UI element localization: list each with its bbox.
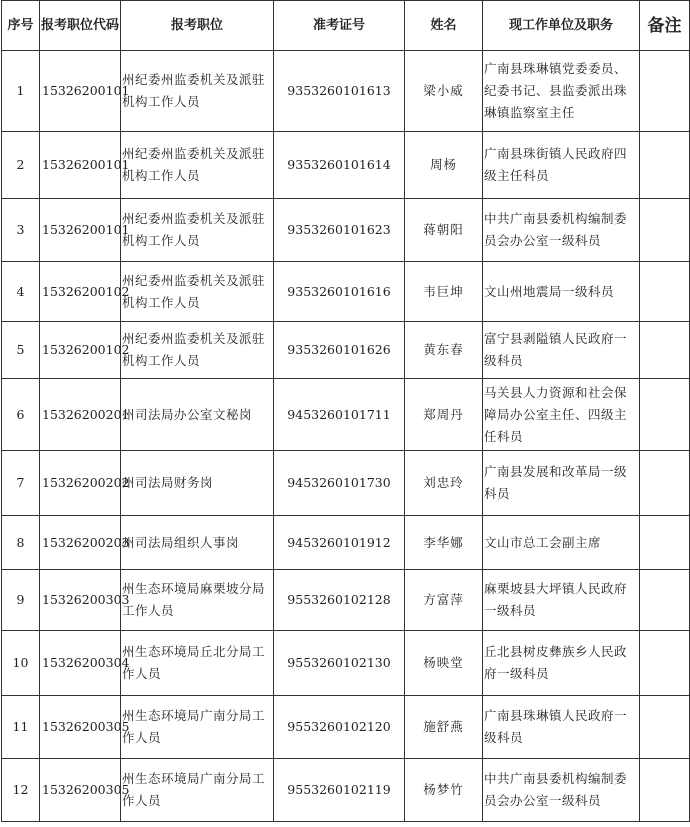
table-row bbox=[2, 759, 690, 822]
cell-remark bbox=[640, 322, 690, 379]
cell-code: 15326200303 bbox=[40, 570, 121, 631]
cell-unit: 马关县人力资源和社会保障局办公室主任、四级主任科员 bbox=[483, 379, 640, 451]
cell-ticket: 9353260101623 bbox=[274, 199, 405, 262]
cell-name: 郑周丹 bbox=[405, 379, 483, 451]
cell-name: 蒋朝阳 bbox=[405, 199, 483, 262]
cell-code: 15326200304 bbox=[40, 631, 121, 696]
cell-ticket: 9553260102128 bbox=[274, 570, 405, 631]
table-row bbox=[2, 322, 690, 379]
cell-name: 黄东春 bbox=[405, 322, 483, 379]
cell-remark bbox=[640, 759, 690, 822]
cell-remark bbox=[640, 262, 690, 322]
cell-name: 杨梦竹 bbox=[405, 759, 483, 822]
cell-position: 州司法局财务岗 bbox=[121, 451, 274, 516]
cell-remark bbox=[640, 451, 690, 516]
cell-unit: 丘北县树皮彝族乡人民政府一级科员 bbox=[483, 631, 640, 696]
cell-seq: 3 bbox=[2, 199, 40, 262]
cell-position: 州纪委州监委机关及派驻机构工作人员 bbox=[121, 132, 274, 199]
cell-position: 州司法局办公室文秘岗 bbox=[121, 379, 274, 451]
cell-remark bbox=[640, 631, 690, 696]
candidate-table bbox=[1, 0, 690, 822]
cell-position: 州司法局组织人事岗 bbox=[121, 516, 274, 570]
header-unit: 现工作单位及职务 bbox=[483, 1, 640, 51]
cell-seq: 12 bbox=[2, 759, 40, 822]
cell-remark bbox=[640, 199, 690, 262]
header-code: 报考职位代码 bbox=[40, 1, 121, 51]
cell-unit: 富宁县剥隘镇人民政府一级科员 bbox=[483, 322, 640, 379]
cell-code: 15326200203 bbox=[40, 516, 121, 570]
cell-name: 李华娜 bbox=[405, 516, 483, 570]
cell-seq: 11 bbox=[2, 696, 40, 759]
cell-seq: 8 bbox=[2, 516, 40, 570]
cell-position: 州生态环境局丘北分局工作人员 bbox=[121, 631, 274, 696]
cell-code: 15326200101 bbox=[40, 132, 121, 199]
cell-ticket: 9453260101912 bbox=[274, 516, 405, 570]
cell-ticket: 9353260101616 bbox=[274, 262, 405, 322]
header-remark: 备注 bbox=[640, 1, 690, 51]
cell-remark bbox=[640, 570, 690, 631]
cell-seq: 9 bbox=[2, 570, 40, 631]
cell-code: 15326200201 bbox=[40, 379, 121, 451]
cell-code: 15326200305 bbox=[40, 759, 121, 822]
header-seq: 序号 bbox=[2, 1, 40, 51]
cell-seq: 6 bbox=[2, 379, 40, 451]
cell-seq: 1 bbox=[2, 51, 40, 132]
table-row bbox=[2, 516, 690, 570]
cell-code: 15326200101 bbox=[40, 51, 121, 132]
table-row bbox=[2, 570, 690, 631]
cell-code: 15326200101 bbox=[40, 199, 121, 262]
cell-position: 州生态环境局麻栗坡分局工作人员 bbox=[121, 570, 274, 631]
header-row bbox=[2, 1, 690, 51]
cell-code: 15326200202 bbox=[40, 451, 121, 516]
cell-position: 州纪委州监委机关及派驻机构工作人员 bbox=[121, 322, 274, 379]
cell-remark bbox=[640, 379, 690, 451]
cell-ticket: 9453260101711 bbox=[274, 379, 405, 451]
cell-unit: 广南县发展和改革局一级科员 bbox=[483, 451, 640, 516]
table-row bbox=[2, 262, 690, 322]
cell-ticket: 9553260102119 bbox=[274, 759, 405, 822]
cell-position: 州纪委州监委机关及派驻机构工作人员 bbox=[121, 199, 274, 262]
table-row bbox=[2, 51, 690, 132]
cell-unit: 中共广南县委机构编制委员会办公室一级科员 bbox=[483, 199, 640, 262]
cell-seq: 2 bbox=[2, 132, 40, 199]
cell-ticket: 9453260101730 bbox=[274, 451, 405, 516]
cell-name: 杨映堂 bbox=[405, 631, 483, 696]
cell-remark bbox=[640, 516, 690, 570]
cell-ticket: 9353260101626 bbox=[274, 322, 405, 379]
cell-name: 梁小威 bbox=[405, 51, 483, 132]
cell-name: 方富萍 bbox=[405, 570, 483, 631]
cell-name: 韦巨坤 bbox=[405, 262, 483, 322]
cell-code: 15326200305 bbox=[40, 696, 121, 759]
cell-ticket: 9553260102120 bbox=[274, 696, 405, 759]
cell-unit: 麻栗坡县大坪镇人民政府一级科员 bbox=[483, 570, 640, 631]
cell-unit: 文山市总工会副主席 bbox=[483, 516, 640, 570]
cell-code: 15326200102 bbox=[40, 262, 121, 322]
cell-unit: 文山州地震局一级科员 bbox=[483, 262, 640, 322]
cell-ticket: 9553260102130 bbox=[274, 631, 405, 696]
cell-unit: 中共广南县委机构编制委员会办公室一级科员 bbox=[483, 759, 640, 822]
header-position: 报考职位 bbox=[121, 1, 274, 51]
cell-unit: 广南县珠街镇人民政府四级主任科员 bbox=[483, 132, 640, 199]
cell-name: 周杨 bbox=[405, 132, 483, 199]
cell-unit: 广南县珠琳镇人民政府一级科员 bbox=[483, 696, 640, 759]
table-row bbox=[2, 132, 690, 199]
table-row bbox=[2, 696, 690, 759]
table-row bbox=[2, 631, 690, 696]
table-row bbox=[2, 199, 690, 262]
cell-remark bbox=[640, 51, 690, 132]
cell-code: 15326200102 bbox=[40, 322, 121, 379]
cell-seq: 4 bbox=[2, 262, 40, 322]
cell-seq: 10 bbox=[2, 631, 40, 696]
cell-position: 州纪委州监委机关及派驻机构工作人员 bbox=[121, 262, 274, 322]
cell-remark bbox=[640, 696, 690, 759]
cell-ticket: 9353260101614 bbox=[274, 132, 405, 199]
header-ticket: 准考证号 bbox=[274, 1, 405, 51]
cell-name: 施舒燕 bbox=[405, 696, 483, 759]
cell-remark bbox=[640, 132, 690, 199]
cell-name: 刘忠玲 bbox=[405, 451, 483, 516]
cell-position: 州纪委州监委机关及派驻机构工作人员 bbox=[121, 51, 274, 132]
table-row bbox=[2, 379, 690, 451]
cell-unit: 广南县珠琳镇党委委员、纪委书记、县监委派出珠琳镇监察室主任 bbox=[483, 51, 640, 132]
cell-position: 州生态环境局广南分局工作人员 bbox=[121, 759, 274, 822]
cell-seq: 5 bbox=[2, 322, 40, 379]
cell-position: 州生态环境局广南分局工作人员 bbox=[121, 696, 274, 759]
cell-seq: 7 bbox=[2, 451, 40, 516]
header-name: 姓名 bbox=[405, 1, 483, 51]
cell-ticket: 9353260101613 bbox=[274, 51, 405, 132]
table-row bbox=[2, 451, 690, 516]
